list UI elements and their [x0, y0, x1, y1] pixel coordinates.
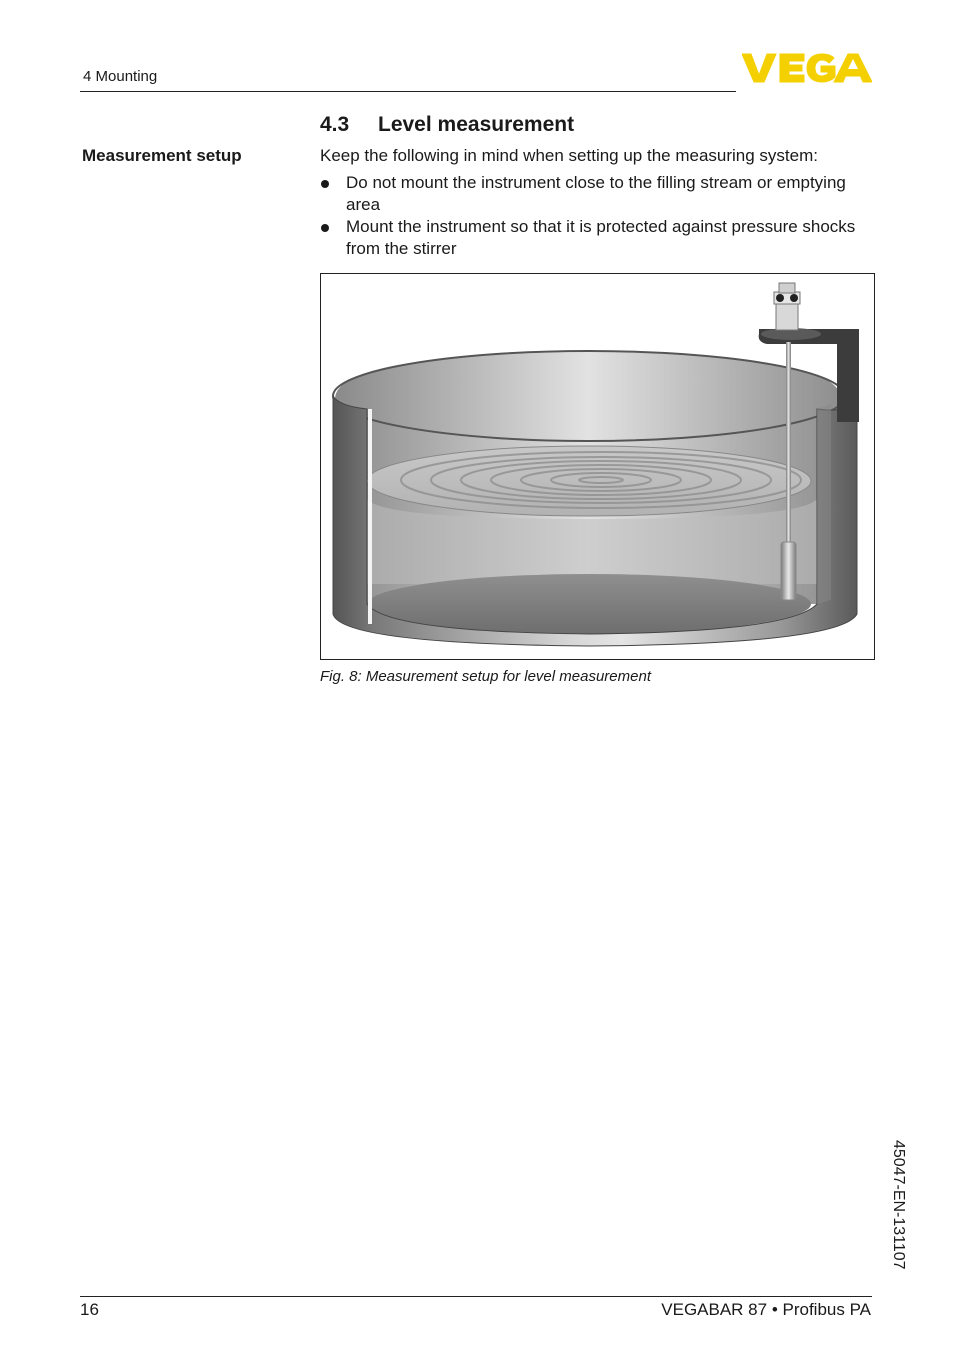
figure-caption: Fig. 8: Measurement setup for level measurement — [320, 668, 651, 685]
list-item — [320, 216, 876, 260]
page-number: 16 — [80, 1300, 99, 1319]
bullet-text: Do not mount the instrument close to the filling stream or emptying area — [346, 173, 846, 214]
intro-paragraph: Keep the following in mind when setting up the measuring system: — [320, 146, 818, 165]
section-heading — [320, 113, 574, 137]
figure-frame — [320, 273, 875, 660]
vega-logo — [742, 52, 872, 84]
header-section-label: 4 Mounting — [83, 68, 158, 85]
section-number: 4.3 — [320, 113, 350, 136]
section-title: Level measurement — [378, 113, 575, 136]
tank-illustration — [321, 274, 874, 659]
header-divider — [80, 91, 736, 92]
footer-divider — [80, 1296, 872, 1297]
document-number: 45047-EN-131107 — [890, 1140, 907, 1270]
bullet-list — [320, 172, 876, 260]
margin-label: Measurement setup — [82, 146, 242, 165]
bullet-icon — [321, 180, 329, 188]
footer-product-title: VEGABAR 87 • Profibus PA — [661, 1300, 871, 1319]
list-item — [320, 172, 876, 216]
bullet-icon — [321, 224, 329, 232]
bullet-text: Mount the instrument so that it is protected against pressure shocks from the stirrer — [346, 217, 856, 258]
